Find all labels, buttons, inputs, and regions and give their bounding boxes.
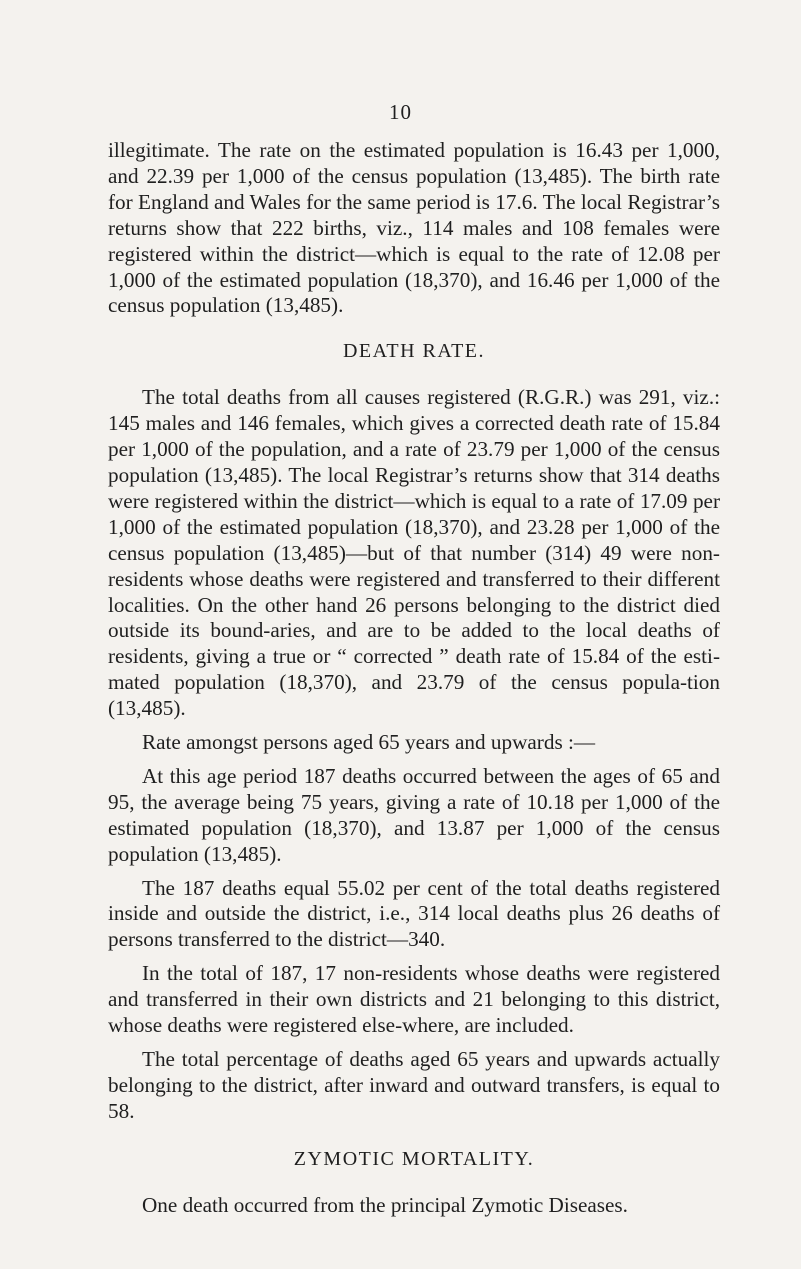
death-rate-paragraph-5: In the total of 187, 17 non-residents whose deaths were registered and transferred in their own districts and 21 belonging to this district, whose deaths were registered else-where, are included.: [108, 961, 720, 1038]
zymotic-mortality-paragraph: One death occurred from the principal Zymotic Diseases.: [142, 1192, 628, 1217]
death-rate-paragraph-4: The 187 deaths equal 55.02 per cent of the total deaths registered inside and outside the district, i.e., 314 local deaths plus 26 deaths of persons transferred to the district—340.: [108, 875, 720, 952]
page-number: 10: [389, 100, 412, 124]
page-body: [108, 138, 720, 1227]
birth-rate-paragraph: illegitimate. The rate on the estimated population is 16.43 per 1,000, and 22.39 per 1,000 of the census population (13,485). The birth rate for England and Wales for the same period is 17.6. The local Registrar’s returns show that 222 births, viz., 114 males and 108 females were registered within the district—which is equal to the rate of 12.08 per 1,000 of the estimated population (18,370), and 16.46 per 1,000 of the census population (13,485).: [108, 138, 720, 318]
death-rate-paragraph-1: The total deaths from all causes registered (R.G.R.) was 291, viz.: 145 males and 146 females, which gives a corrected death rate of 15.84 per 1,000 of the population, and a rate of 23.79 per 1,000 of the census population (13,485). The local Registrar’s returns show that 314 deaths were registered within the district—which is equal to a rate of 17.09 per 1,000 of the estimated population (18,370), and 23.28 per 1,000 of the census population (13,485)—but of that number (314) 49 were non-residents whose deaths were registered and transferred to their different localities. On the other hand 26 persons belonging to the district died outside its bound-aries, and are to be added to the local deaths of residents, giving a true or “ corrected ” death rate of 15.84 of the esti-mated population (18,370), and 23.79 of the census popula-tion (13,485).: [108, 385, 720, 721]
death-rate-heading: DEATH RATE.: [342, 340, 486, 363]
zymotic-mortality-heading: ZYMOTIC MORTALITY.: [293, 1147, 535, 1170]
death-rate-paragraph-6: The total percentage of deaths aged 65 years and upwards actually belonging to the district, after inward and outward transfers, is equal to 58.: [108, 1047, 720, 1123]
death-rate-paragraph-2: Rate amongst persons aged 65 years and upwards :—: [142, 730, 596, 755]
death-rate-paragraph-3: At this age period 187 deaths occurred between the ages of 65 and 95, the average being 75 years, giving a rate of 10.18 per 1,000 of the estimated population (18,370), and 13.87 per 1,000 of the census population (13,485).: [108, 763, 720, 866]
